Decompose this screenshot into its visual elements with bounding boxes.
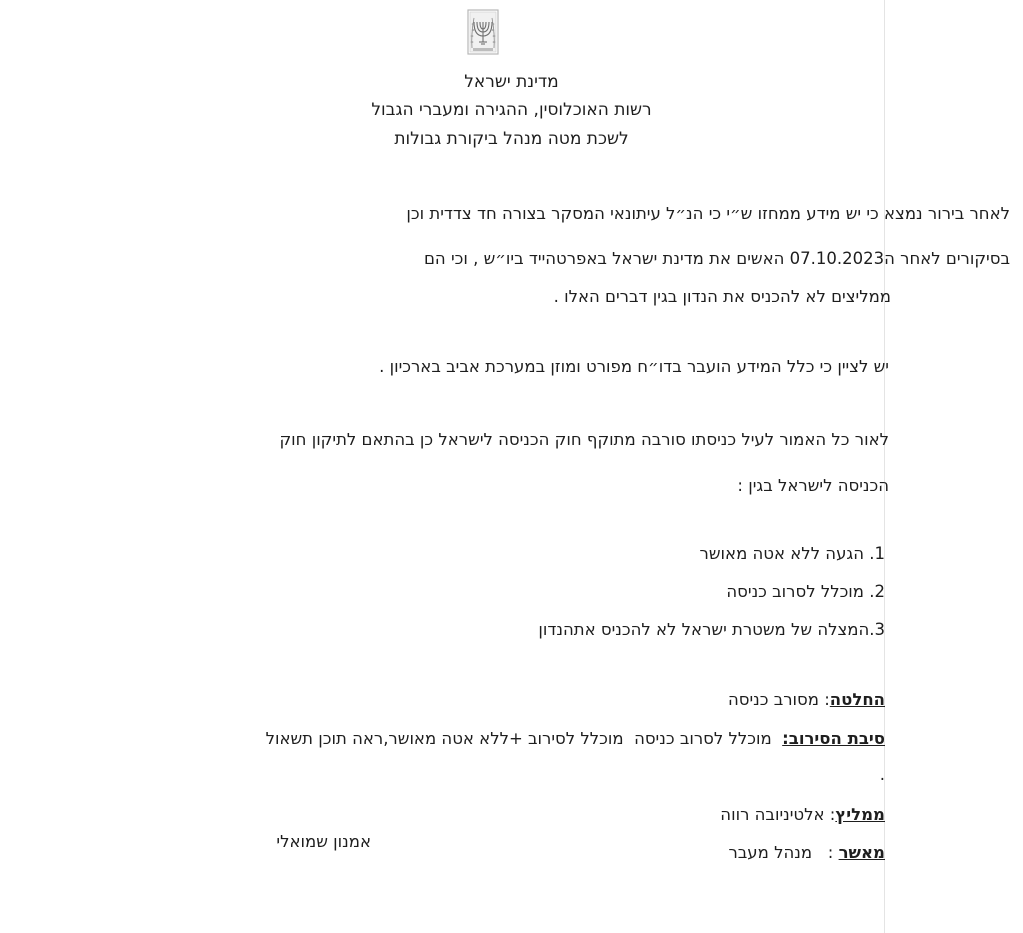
reason-item-1: 1. הגעה ללא אטה מאושר: [699, 544, 885, 563]
refusal-reason-dot: .: [879, 765, 885, 784]
paragraph-1-line-2: בסיקורים לאחר ה07.10.2023 האשים את מדינת ישראל באפרטהייד ביו״ש , וכי הם: [423, 249, 1010, 268]
paragraph-1-line-3: ממליצים לא להכניס את הנדון בגין דברים האלו .: [553, 287, 891, 306]
refusal-reason-label: סיבת הסירוב:: [782, 729, 885, 748]
recommender-separator: :: [824, 805, 836, 824]
recommender-value: אלטיניובה רווה: [720, 805, 825, 824]
approver-label: מאשר: [838, 843, 885, 862]
paragraph-3-line-1: לאור כל האמור לעיל כניסתו סורבה מתוקף חוק הכניסה לישראל כן בהתאם לתיקון חוק: [279, 430, 889, 449]
header-office-name: לשכת מטה מנהל ביקורת גבולות: [394, 129, 629, 149]
paragraph-2: יש לציין כי כלל המידע הועבר בדו״ח מפורט ומוזן במערכת אביב בארכיון .: [379, 357, 889, 376]
reason-item-2: 2. מוכלל לסרוב כניסה: [726, 582, 885, 601]
reason-item-3: 3.המצלה של משטרת ישראל לא להכניס אתהנדון: [538, 620, 885, 639]
refusal-reason-value: מוכלל לסרוב כניסה מוכלל לסירוב +ללא אטה מאושר,ראה תוכן תשאול: [265, 729, 783, 748]
recommender-label: ממליץ: [835, 805, 885, 824]
paragraph-3-line-2: הכניסה לישראל בגין :: [737, 476, 889, 495]
decision-separator: :: [818, 690, 830, 709]
refusal-reason-row: [0, 728, 1023, 750]
recommender-row: [0, 804, 1023, 826]
header-authority-name: רשות האוכלוסין, ההגירה ומעברי הגבול: [371, 100, 652, 120]
decision-label: החלטה: [829, 690, 885, 709]
decision-row: [0, 689, 1023, 711]
state-emblem-icon: [466, 8, 500, 58]
header-state-name: מדינת ישראל: [464, 72, 559, 92]
signature-name: אמנון שמואלי: [276, 832, 371, 851]
approver-value: מנהל מעבר: [728, 843, 813, 862]
paragraph-1-line-1: לאחר בירור נמצא כי יש מידע ממחזו ש״י כי הנ״ל עיתונאי המסקר בצורה חד צדדית וכן: [406, 204, 1010, 223]
approver-separator: :: [812, 843, 839, 862]
decision-value: מסורב כניסה: [727, 690, 819, 709]
